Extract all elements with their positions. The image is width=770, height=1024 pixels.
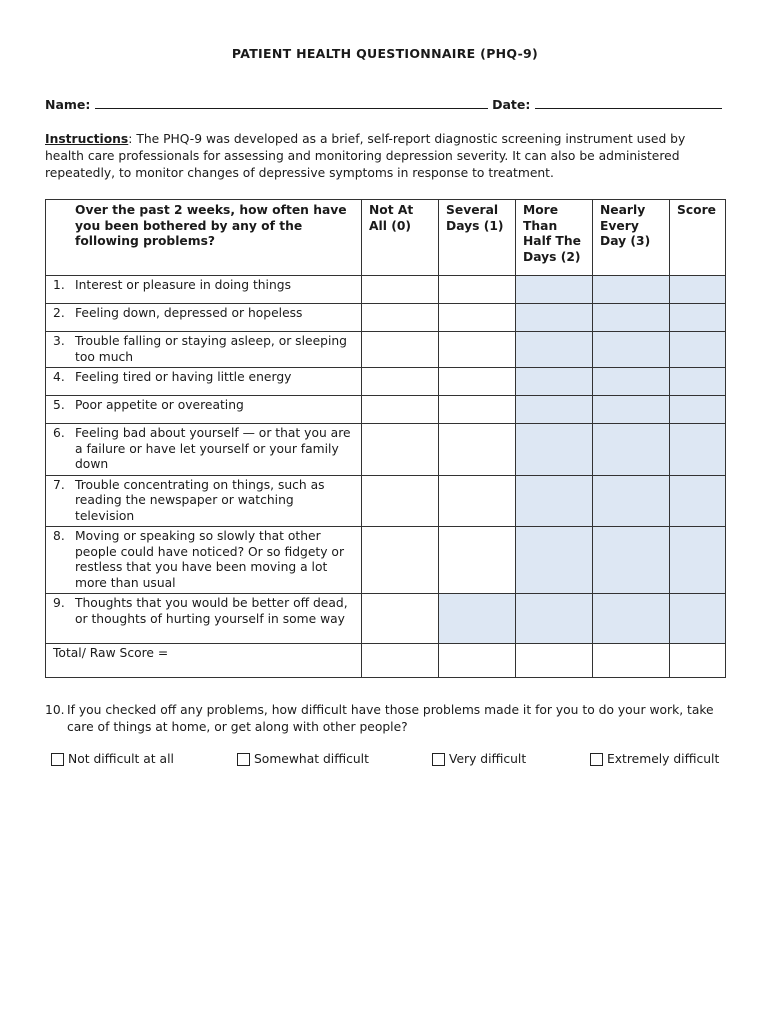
answer-cell-2[interactable] [516,368,593,396]
answer-cell-3[interactable] [593,475,670,527]
score-cell[interactable] [670,332,726,368]
total-cell-0[interactable] [362,644,439,678]
answer-cell-1[interactable] [439,332,516,368]
option-not-difficult[interactable] [51,752,174,766]
table-row [46,368,726,396]
option-extremely-difficult[interactable] [590,752,719,766]
col-header-nearly-every-day: Nearly Every Day (3) [593,200,670,276]
question-number: 7. [53,477,65,492]
answer-cell-3[interactable] [593,368,670,396]
table-row [46,396,726,424]
table-row [46,304,726,332]
name-label: Name: [45,97,91,112]
answer-cell-2[interactable] [516,304,593,332]
table-row [46,332,726,368]
instructions-text: : The PHQ-9 was developed as a brief, self-report diagnostic screening instrument used by health care professionals for assessing and monitoring depression severity. It can also be administered repeatedly, to monitor changes of depressive symptoms in response to treatment. [45,132,686,180]
option-very-difficult[interactable] [432,752,526,766]
instructions [45,131,725,182]
answer-cell-2[interactable] [516,594,593,644]
answer-cell-1[interactable] [439,527,516,594]
answer-cell-1[interactable] [439,304,516,332]
checkbox[interactable] [237,753,250,766]
option-label: Very difficult [449,752,527,766]
question-text: Feeling bad about yourself — or that you are a failure or have let yourself or your family down [75,426,351,471]
option-label: Extremely difficult [607,752,720,766]
answer-cell-0[interactable] [362,396,439,424]
total-cell-3[interactable] [593,644,670,678]
total-score-cell[interactable] [670,644,726,678]
table-header-row [46,200,726,276]
table-row [46,475,726,527]
question-10-text: If you checked off any problems, how difficult have those problems made it for you to do your work, take care of things at home, or get along with other people? [67,703,714,734]
answer-cell-3[interactable] [593,276,670,304]
score-cell[interactable] [670,424,726,476]
date-label: Date: [492,97,531,112]
answer-cell-3[interactable] [593,594,670,644]
question-text: Poor appetite or overeating [75,398,244,412]
question-cell [46,304,362,332]
col-header-score: Score [670,200,726,276]
question-header: Over the past 2 weeks, how often have you been bothered by any of the following problems? [46,200,362,276]
total-label: Total/ Raw Score = [46,644,362,678]
question-text: Trouble concentrating on things, such as reading the newspaper or watching television [75,477,325,523]
question-number: 9. [53,596,65,610]
answer-cell-0[interactable] [362,475,439,527]
total-cell-1[interactable] [439,644,516,678]
answer-cell-3[interactable] [593,424,670,476]
answer-cell-2[interactable] [516,527,593,594]
answer-cell-3[interactable] [593,527,670,594]
answer-cell-3[interactable] [593,332,670,368]
question-number: 2. [53,306,65,320]
question-text: Trouble falling or staying asleep, or sleeping too much [75,334,347,364]
question-text: Thoughts that you would be better off dead, or thoughts of hurting yourself in some way [75,596,348,626]
question-number: 1. [53,278,65,292]
option-somewhat-difficult[interactable] [237,752,369,766]
answer-cell-1[interactable] [439,594,516,644]
answer-cell-1[interactable] [439,424,516,476]
date-field[interactable] [535,97,722,109]
checkbox[interactable] [590,753,603,766]
question-text: Moving or speaking so slowly that other people could have noticed? Or so fidgety or restless that you have been moving a lot more than usual [75,529,344,590]
answer-cell-1[interactable] [439,276,516,304]
col-header-not-at-all: Not At All (0) [362,200,439,276]
question-cell [46,527,362,594]
answer-cell-3[interactable] [593,396,670,424]
question-number: 6. [53,426,65,440]
score-cell[interactable] [670,594,726,644]
instructions-label: Instructions [45,132,129,146]
question-10-number: 10. [45,703,65,717]
answer-cell-1[interactable] [439,396,516,424]
form-title: PATIENT HEALTH QUESTIONNAIRE (PHQ-9) [231,46,539,61]
question-number: 3. [53,334,65,348]
question-cell [46,332,362,368]
question-cell [46,396,362,424]
question-cell [46,276,362,304]
name-date-line [45,97,725,112]
answer-cell-3[interactable] [593,304,670,332]
phq9-table [45,199,726,678]
score-cell[interactable] [670,368,726,396]
question-text: Interest or pleasure in doing things [75,278,291,292]
question-cell [46,475,362,527]
score-cell[interactable] [670,527,726,594]
question-text: Feeling down, depressed or hopeless [75,306,303,320]
answer-cell-0[interactable] [362,368,439,396]
checkbox[interactable] [51,753,64,766]
col-header-several-days: Several Days (1) [439,200,516,276]
score-cell[interactable] [670,276,726,304]
answer-cell-0[interactable] [362,276,439,304]
score-cell[interactable] [670,475,726,527]
answer-cell-2[interactable] [516,276,593,304]
answer-cell-1[interactable] [439,368,516,396]
answer-cell-0[interactable] [362,304,439,332]
answer-cell-2[interactable] [516,424,593,476]
answer-cell-2[interactable] [516,475,593,527]
question-text: Feeling tired or having little energy [75,370,292,384]
answer-cell-0[interactable] [362,594,439,644]
answer-cell-0[interactable] [362,424,439,476]
question-number: 5. [53,398,65,412]
question-10 [45,702,725,735]
table-row [46,276,726,304]
answer-cell-2[interactable] [516,396,593,424]
score-cell[interactable] [670,396,726,424]
question-number: 4. [53,370,65,384]
table-row [46,424,726,476]
answer-cell-0[interactable] [362,527,439,594]
checkbox[interactable] [432,753,445,766]
total-cell-2[interactable] [516,644,593,678]
answer-cell-1[interactable] [439,475,516,527]
option-label: Not difficult at all [68,752,174,766]
difficulty-options [0,752,770,772]
name-field[interactable] [95,97,488,109]
table-row [46,594,726,644]
answer-cell-0[interactable] [362,332,439,368]
question-number: 8. [53,529,65,543]
score-cell[interactable] [670,304,726,332]
col-header-more-than-half: More Than Half The Days (2) [516,200,593,276]
answer-cell-2[interactable] [516,332,593,368]
question-cell [46,594,362,644]
total-row [46,644,726,678]
table-row [46,527,726,594]
option-label: Somewhat difficult [254,752,369,766]
question-cell [46,424,362,476]
question-cell [46,368,362,396]
